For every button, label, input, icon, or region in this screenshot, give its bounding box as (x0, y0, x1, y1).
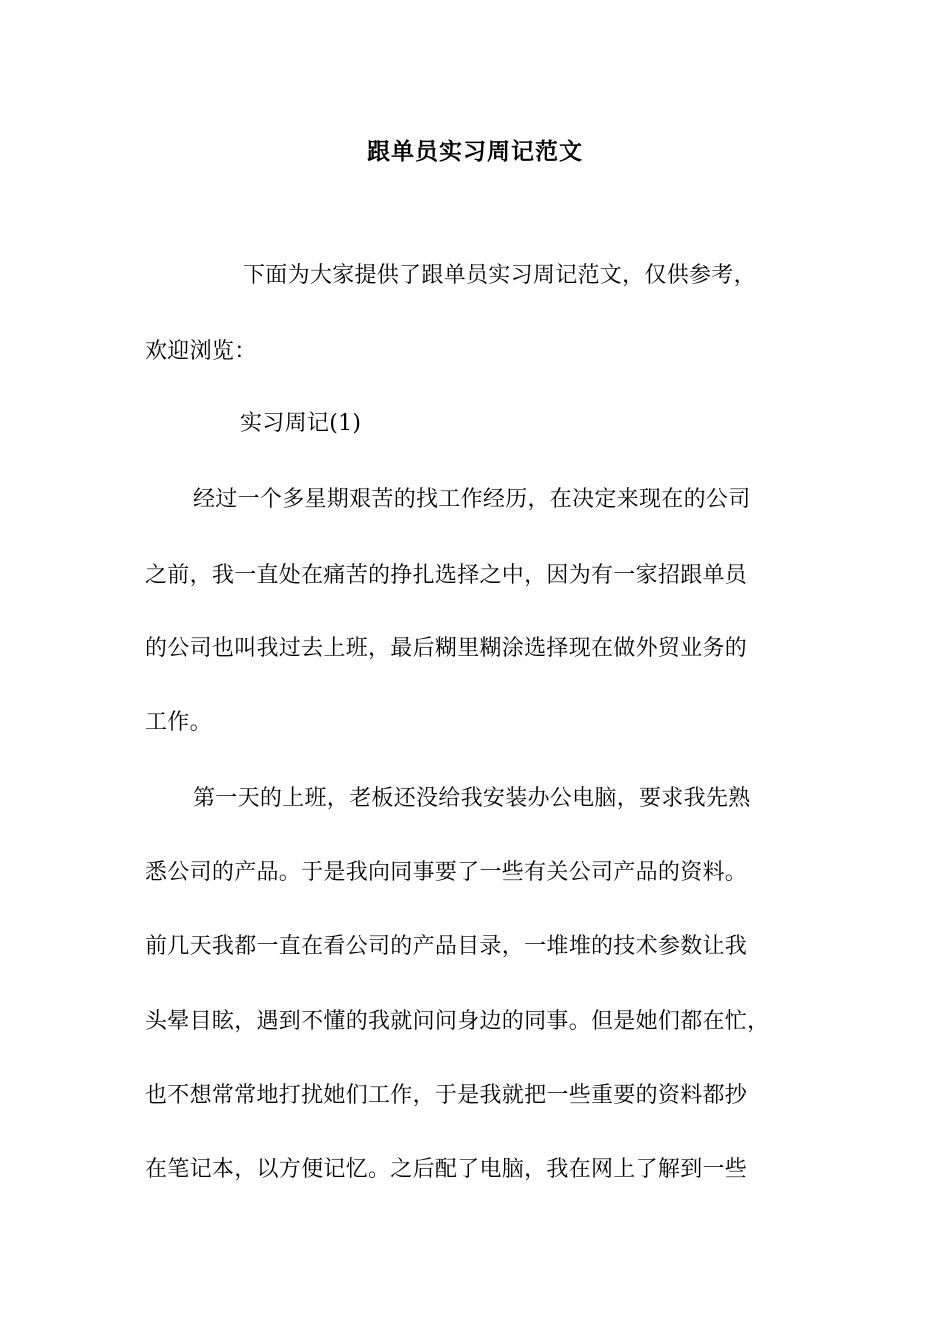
paragraph-line: 在笔记本，以方便记忆。之后配了电脑，我在网上了解到一些 (145, 1157, 748, 1182)
paragraph-line: 悉公司的产品。于是我向同事要了一些有关公司产品的资料。 (145, 860, 748, 885)
paragraph-line: 前几天我都一直在看公司的产品目录，一堆堆的技术参数让我 (145, 934, 748, 959)
paragraph-line: 头晕目眩，遇到不懂的我就问问身边的同事。但是她们都在忙， (145, 1009, 770, 1034)
paragraph-line: 欢迎浏览： (145, 339, 257, 364)
paragraph-line: 也不想常常地打扰她们工作，于是我就把一些重要的资料都抄 (145, 1083, 748, 1108)
paragraph-line: 的公司也叫我过去上班，最后糊里糊涂选择现在做外贸业务的 (145, 636, 748, 661)
paragraph-line: 工作。 (145, 710, 212, 735)
paragraph-line: 第一天的上班，老板还没给我安装办公电脑，要求我先熟 (193, 786, 751, 811)
paragraph-line: 之前，我一直处在痛苦的挣扎选择之中，因为有一家招跟单员 (145, 563, 748, 588)
paragraph-line: 下面为大家提供了跟单员实习周记范文，仅供参考， (243, 263, 756, 288)
section-heading: 实习周记(1) (240, 411, 362, 436)
document-title: 跟单员实习周记范文 (367, 138, 583, 165)
paragraph-line: 经过一个多星期艰苦的找工作经历，在决定来现在的公司 (193, 487, 751, 512)
